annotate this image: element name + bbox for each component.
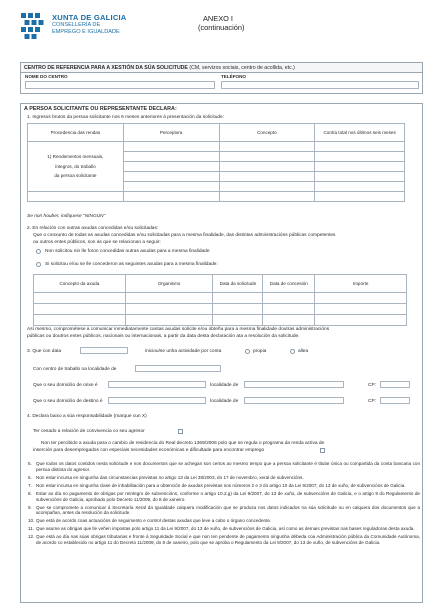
income-cell[interactable] [123,192,219,202]
aid-table-header [34,275,407,293]
income-col-recipient: Perceptora [123,124,219,142]
declaration-item [28,491,420,502]
aid-row [34,304,407,315]
work-centre-label: Con centro de traballo na localidade de [33,367,117,372]
declaration-list [28,461,420,548]
centre-heading-text: CENTRO DE REFERENCIA PARA A XESTIÓN DA SÚA SOLICITUDE [24,65,188,71]
centre-name-field[interactable] [25,81,215,89]
income-cell[interactable] [315,192,405,202]
income-cell[interactable] [219,142,315,152]
aid-col-grant-date: Data de concesión [263,275,315,293]
centre-heading-note: (CM, servizos sociais, centro de acollida, etc.) [189,65,295,71]
income-row [28,142,405,152]
aid-row [34,293,407,304]
commitment-line-1: Así mesmo, comprométese a comunicar inmediatamente cantas axudas solicite e/ou obteña para a mesma finalidade doutras administracións [27,327,330,332]
income-cell[interactable] [219,152,315,162]
income-cell[interactable] [219,162,315,172]
declaration-item-number: 10. [28,518,35,524]
aid-cell[interactable] [125,293,213,304]
ceased-cohabitation-label: Ter cesado a relación de convivencia co seu agresor [33,429,145,434]
declaration-item [28,483,420,489]
destination-locality-label: localidade de [210,399,239,404]
income-cell[interactable] [315,182,405,192]
declaration-item-number: 9. [28,504,32,510]
declaration-item-text: Que asume as obrigas que lle veñen impostas polo artigo 11 da Lei 9/2007, do 13 de xuño, de subvencións de Galicia, así como as demais previstas nas bases reguladoras desta axuda. [36,526,415,532]
xunta-emblem-icon [20,12,48,40]
destination-locality-field[interactable] [244,397,344,404]
income-cell[interactable] [315,162,405,172]
aid-col-request-date: Data da solicitude [213,275,263,293]
declaration-item [28,526,420,532]
declaration-title: A PERSOA SOLICITANTE OU REPRESENTANTE DECLARA: [24,106,177,112]
destination-cp-field[interactable] [380,397,410,404]
income-cell[interactable] [219,192,315,202]
declaration-item [28,534,420,545]
income-col-total: Contía total nos últimos seis meses [315,124,405,142]
income-row-label-2: íntegros, do traballo [55,163,96,169]
commitment-line-2: públicas ou doutros entes públicos, nacionais ou internacionais, a partir da data desta declaración ata a resolución da solicitude. [27,334,300,339]
aid-cell[interactable] [213,304,263,315]
aid-col-agency: Organismo [125,275,213,293]
origin-address-label: Que o seu domicilio de orixe é [33,383,98,388]
income-col-concept: Concepto [219,124,315,142]
declaration-item [28,461,420,472]
aid-col-concept: Concepto da axuda [34,275,126,293]
destination-address-label: Que o seu domicilio de destino é [33,399,103,404]
income-cell[interactable] [123,152,219,162]
no-other-aid-radio[interactable] [36,249,41,254]
declaration-item-text: Que todos os datos contidos nesta solicitude e nos documentos que se achegan son certos ao mesmo tempo que a persoa solicitante é titular única ou compartida da conta bancaria con persoa distinta do agresor. [36,461,420,472]
income-cell[interactable] [219,172,315,182]
employee-label: allea [298,349,309,354]
aid-cell[interactable] [263,293,315,304]
residence-aid-checkbox[interactable] [320,448,325,453]
declaration-item-number: 6. [28,474,32,480]
origin-cp-label: CP: [368,383,376,388]
aid-cell[interactable] [125,304,213,315]
income-col-origin: Procedencia das rendas [28,124,124,142]
declaration-item-text: Non estar incursa en ningunha das circunstancias previstas no artigo 13 da Lei 38/2003, do 17 de novembro, xeral de subvencións. [36,474,304,480]
origin-address-field[interactable] [108,381,206,388]
other-aid-label: Si solicitou e/ou se lle concederon as seguintes axudas para a mesma finalidade: [45,262,218,267]
income-table [27,123,405,202]
employee-radio[interactable] [290,349,295,354]
income-table-header [28,124,405,142]
annex-heading [198,14,308,33]
centre-phone-field[interactable] [221,81,419,89]
aid-cell[interactable] [263,304,315,315]
declaration-item-number: 5. [28,461,32,466]
income-cell[interactable] [28,192,124,202]
centre-name-label: NOME DO CENTRO [25,74,68,79]
logo-line-1: CONSELLERÍA DE [52,22,101,29]
income-row-label-3: da persoa solicitante [54,173,97,179]
logo-line-2: EMPREGO E IGUALDADE [52,28,120,35]
xunta-logo [20,12,135,50]
declaration-item-number: 12. [28,534,35,540]
aid-cell[interactable] [263,315,315,326]
logo-text [52,13,127,36]
destination-address-field[interactable] [108,397,206,404]
income-row [28,192,405,202]
declaration-item-number: 11. [28,526,35,532]
item-2-line-2: Que o conxunto de todas as axudas concedidas e/ou solicitadas para a mesma finalidade, das distintas administracións públicas competentes [33,233,336,238]
aid-table [33,274,407,326]
annex-subtitle: (continuación) [198,23,245,33]
ceased-cohabitation-checkbox[interactable] [178,429,183,434]
declaration-item [28,505,420,516]
declaration-item [28,518,420,524]
aid-cell[interactable] [34,315,126,326]
aid-row [34,315,407,326]
no-other-aid-label: Non solicitou nin lle foron concedidas outras axudas para a mesma finalidade [45,249,210,254]
centre-phone-label: TELÉFONO [221,74,247,79]
activity-date-field[interactable] [80,347,128,354]
item-1-text: 1. Ingresos brutos da persoa solicitante nos 6 meses anteriores á presentación da solicitude: [27,115,225,120]
aid-cell[interactable] [213,293,263,304]
declaration-item-number: 7. [28,482,32,488]
aid-cell[interactable] [34,304,126,315]
income-cell[interactable] [123,182,219,192]
declaration-item-text: Que se compromete a comunicar á Secretaría Xeral da Igualdade calquera modificación que se produza nos datos indicados na súa solicitude ou en calquera dos documentos que a acompañan, antes da resolución da solicitude. [36,504,420,516]
item-2-line-1: 2. En relación con outras axudas concedidas e/ou solicitadas: [27,226,159,231]
income-cell[interactable] [219,182,315,192]
declaration-item-text: Estar ao día no pagamento de obrigas por reintegro de subvencións, conforme o artigo 10.2.g) da Lei 9/2007, do 13 de xuño, de subvencións de Galicia, e o artigo 9 do Regulamento de subvencións de Galicia, aprobado polo Decreto 11/2009, do 8 de xaneiro. [36,490,420,502]
declaration-item-text: Que está de acordo coas actuacións de seguimento e control destas axudas que leve a cabo o órgano concedente. [36,518,272,524]
aid-cell[interactable] [315,304,407,315]
annex-title: ANEXO I [203,14,233,23]
income-row-label-1: 1) Rendementos mensuais, [47,154,104,160]
centre-section [20,62,423,94]
destination-cp-label: CP: [368,399,376,404]
declaration-item-number: 8. [28,490,32,496]
declaration-item-text: Que está ao día nas súas obrigas tributarias e fronte á Seguridade Social e que non ten pendente de pagamento ningunha débeda coa Administración pública da Comunidade Autónoma, de acordo co establecido no artigo 11 do Decreto 11/2009, do 8 de xaneiro, polo que se aproba o Regulamento da Lei 9/2007, do 13 de xuño, de subvencións de Galicia. [36,534,420,546]
declaration-item-text: Non estar incursa en ningunha clase de inhabilitación para a obtención de axudas previstas nos números 2 e 3 do artigo 10 da Lei 9/2007, do 13 de xuño, de subvencións de Galicia. [36,482,406,488]
centre-heading [21,63,422,73]
item-4-label: 4. Declara baixo a súa responsabilidade (marque cun X) [27,414,147,419]
declaration-item [28,475,420,481]
origin-locality-field[interactable] [244,381,344,388]
item-2-line-3: ou outros entes públicos, son as que se relacionan a seguir: [33,240,161,245]
aid-cell[interactable] [315,293,407,304]
origin-cp-field[interactable] [380,381,410,388]
aid-cell[interactable] [315,315,407,326]
residence-aid-line-1: Non ter percibido a axuda para o cambio de residencia do Real decreto 1369/2006 polo que se regula o programa da renda activa de [41,441,325,446]
work-centre-field[interactable] [135,365,221,372]
own-account-label: propia [253,349,267,354]
aid-cell[interactable] [213,315,263,326]
income-cell[interactable] [315,172,405,182]
origin-locality-label: localidade de [210,383,239,388]
aid-cell[interactable] [34,293,126,304]
income-row-label [28,142,124,192]
income-cell[interactable] [315,142,405,152]
other-aid-radio[interactable] [36,262,41,267]
item-3-label: 3. Que con data [27,349,62,354]
income-cell[interactable] [123,142,219,152]
income-cell[interactable] [123,172,219,182]
residence-aid-line-2: inserción para desempregados con especiais necesidades económicas e dificultade para encontrar emprego [33,448,265,453]
own-account-radio[interactable] [245,349,250,354]
logo-title: XUNTA DE GALICIA [52,13,127,22]
income-cell[interactable] [123,162,219,172]
aid-cell[interactable] [125,315,213,326]
income-cell[interactable] [315,152,405,162]
item-3-activity-text: iniciou/se unha actividade por conta [145,349,222,354]
no-income-note: Se non houber, indíquese "NINGÚN" [27,214,106,219]
aid-col-amount: Importe [315,275,407,293]
